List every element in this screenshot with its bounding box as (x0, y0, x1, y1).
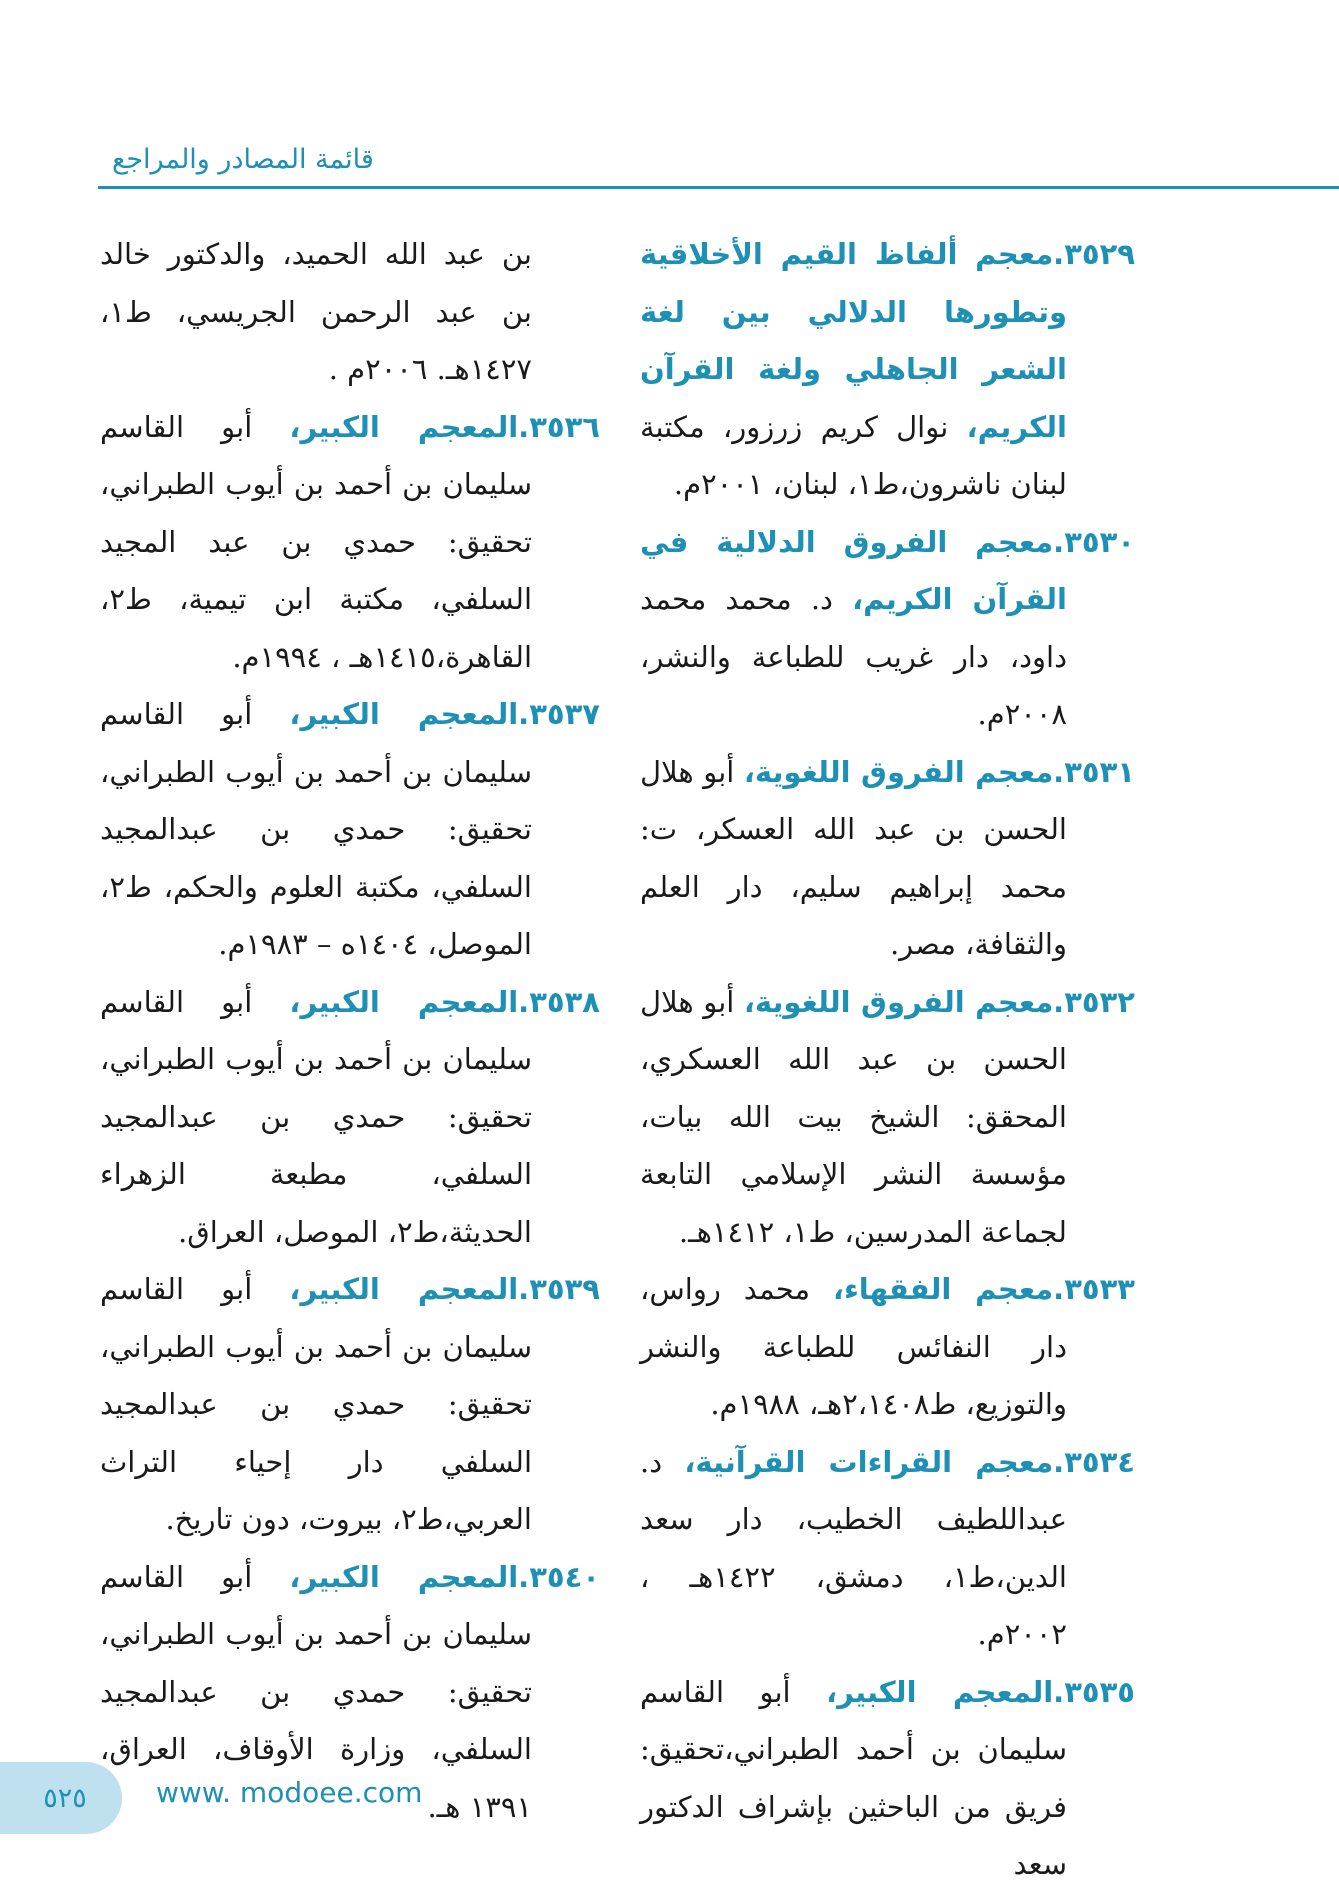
entry-title: معجم الفروق اللغوية، (743, 754, 1054, 789)
entry-number: ٣٥٣٩. (518, 1272, 601, 1306)
bibliography-entry (100, 1261, 600, 1549)
bibliography-entry (640, 1261, 1135, 1434)
entry-details: أبو هلال الحسن بن عبد الله العسكر، ت: محمد إبراهيم سليم، دار العلم والثقافة، مصر. (640, 754, 1067, 961)
page-number-badge (0, 1762, 122, 1834)
right-column (640, 226, 1135, 1894)
entry-details: د. محمد محمد داود، دار غريب للطباعة والنشر، ٢٠٠٨م. (640, 582, 1067, 731)
entry-title: المعجم الكبير، (826, 1674, 1054, 1709)
entry-details: أبو القاسم سليمان بن أحمد بن أيوب الطبراني، تحقيق: حمدي بن عبدالمجيد السلفي، وزارة الأوقاف، العراق، ١٣٩١ هـ. (100, 1559, 532, 1824)
entry-title: معجم الفقهاء، (832, 1272, 1054, 1306)
entry-details: د. عبداللطيف الخطيب، دار سعد الدين،ط١، دمشق، ١٤٢٢هـ ، ٢٠٠٢م. (640, 1444, 1067, 1651)
entry-number: ٣٥٣٧. (518, 697, 601, 731)
entry-details: أبو القاسم سليمان بن أحمد بن أيوب الطبراني، تحقيق: حمدي بن عبدالمجيد السلفي دار إحياء التراث العربي،ط٢، بيروت، دون تاريخ. (100, 1272, 532, 1536)
entry-number: ٣٥٣٣. (1053, 1272, 1135, 1306)
bibliography-entry (640, 744, 1135, 974)
entry-title: معجم القراءات القرآنية، (684, 1444, 1054, 1479)
entry-title: معجم ألفاظ القيم الأخلاقية وتطورها الدلالي بين لغة الشعر الجاهلي ولغة القرآن الكريم، (640, 237, 1067, 444)
bibliography-entry (100, 399, 600, 687)
entry-title: معجم الفروق اللغوية، (743, 984, 1054, 1019)
entry-number: ٣٥٣٠. (1053, 524, 1135, 559)
entry-title: المعجم الكبير، (289, 1272, 519, 1306)
entry-title: المعجم الكبير، (289, 1559, 519, 1594)
header-divider (98, 186, 1339, 189)
entry-number: ٣٥٤٠. (518, 1559, 601, 1594)
page-number: ٥٢٥ (43, 1782, 87, 1814)
entry-title: معجم الفروق الدلالية في القرآن الكريم، (640, 524, 1067, 616)
bibliography-entry (100, 686, 600, 974)
bibliography-entry (640, 974, 1135, 1262)
entry-number: ٣٥٣٨. (518, 984, 601, 1019)
entry-number: ٣٥٣١. (1053, 754, 1135, 789)
entry-title: المعجم الكبير، (289, 697, 519, 731)
bibliography-entry (640, 514, 1135, 744)
entry-details: أبو القاسم سليمان بن أحمد الطبراني،تحقيق: فريق من الباحثين بإشراف الدكتور سعد (640, 1674, 1067, 1881)
entry-number: ٣٥٣٦. (518, 409, 601, 444)
entry-number: ٣٥٣٢. (1053, 984, 1135, 1019)
left-column (100, 226, 600, 1836)
entry-details: أبو القاسم سليمان بن أحمد بن أيوب الطبراني، تحقيق: حمدي بن عبدالمجيد السلفي، مطبعة الزهراء الحديثة،ط٢، الموصل، العراق. (100, 984, 532, 1249)
entry-number: ٣٥٢٩. (1053, 237, 1135, 271)
entry-details: أبو القاسم سليمان بن أحمد بن أيوب الطبراني، تحقيق: حمدي بن عبد المجيد السلفي، مكتبة ابن تيمية، ط٢، القاهرة،١٤١٥هـ ، ١٩٩٤م. (100, 409, 532, 674)
entry-number: ٣٥٣٥. (1053, 1674, 1135, 1709)
entry-title: المعجم الكبير، (289, 409, 519, 444)
bibliography-entry (100, 974, 600, 1262)
entry-details: أبو القاسم سليمان بن أحمد بن أيوب الطبراني، تحقيق: حمدي بن عبدالمجيد السلفي، مكتبة العلوم والحكم، ط٢، الموصل، ١٤٠٤ه – ١٩٨٣م. (100, 697, 532, 961)
entry-title: المعجم الكبير، (289, 984, 519, 1019)
entry-details: أبو هلال الحسن بن عبد الله العسكري، المحقق: الشيخ بيت الله بيات، مؤسسة النشر الإسلامي التابعة لجماعة المدرسين، ط١، ١٤١٢هـ. (640, 984, 1067, 1249)
running-header-title: قائمة المصادر والمراجع (112, 144, 374, 175)
entry-details: نوال كريم زرزور، مكتبة لبنان ناشرون،ط١، لبنان، ٢٠٠١م. (640, 409, 1067, 501)
bibliography-entry (640, 226, 1135, 514)
entry-details: محمد رواس، دار النفائس للطباعة والنشر والتوزيع، ط٢،١٤٠٨هـ، ١٩٨٨م. (640, 1272, 1067, 1421)
entry-continuation: بن عبد الله الحميد، والدكتور خالد بن عبد الرحمن الجريسي، ط١، ١٤٢٧هـ. ٢٠٠٦م . (100, 237, 532, 386)
entry-number: ٣٥٣٤. (1053, 1444, 1136, 1479)
bibliography-entry (640, 1664, 1135, 1894)
bibliography-entry (640, 1434, 1135, 1664)
footer-website-link[interactable]: www. modoee.com (156, 1776, 423, 1809)
